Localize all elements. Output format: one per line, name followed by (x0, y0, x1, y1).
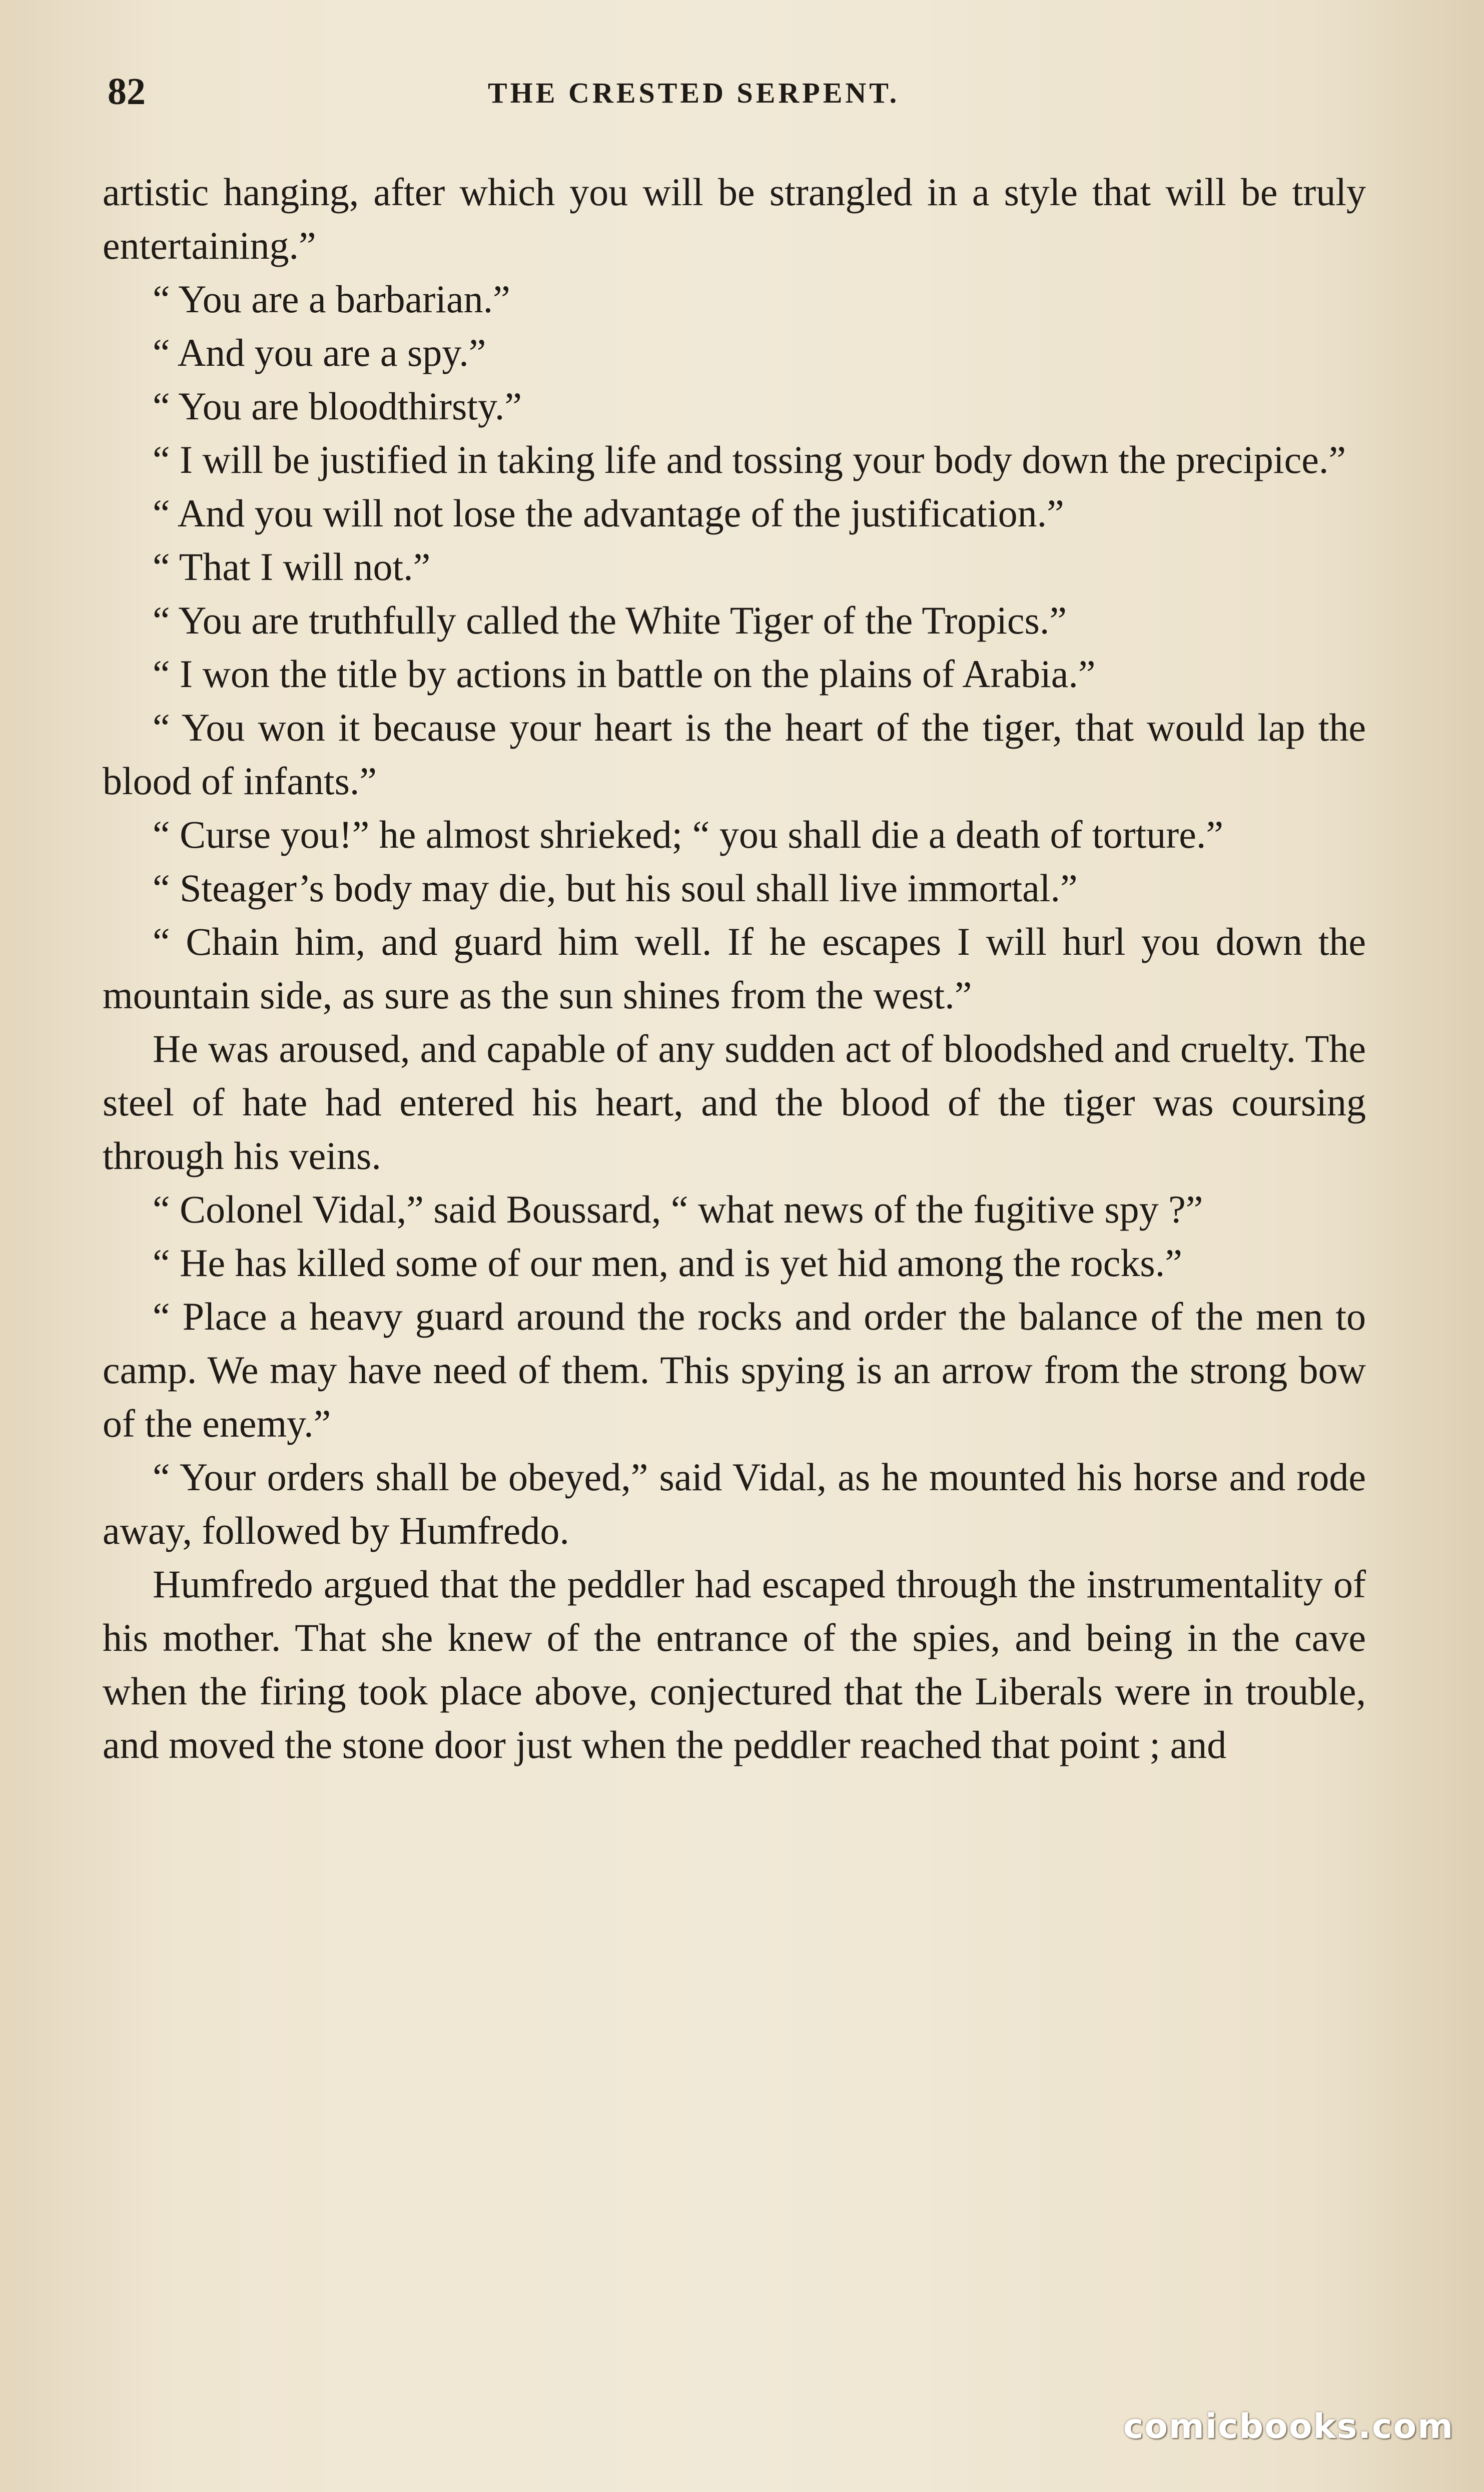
paragraph: “ I won the title by actions in battle on the plains of Arabia.” (153, 652, 1096, 696)
paragraph: “ And you are a spy.” (153, 331, 486, 374)
page-number: 82 (108, 71, 146, 113)
paragraph: “ And you will not lose the advantage of the justification.” (153, 491, 1064, 535)
running-title: THE CRESTED SERPENT. (488, 77, 900, 109)
running-head (108, 70, 1368, 120)
paragraph: “ Steager’s body may die, but his soul shall live immortal.” (153, 866, 1078, 910)
paragraph: “ Colonel Vidal,” said Boussard, “ what news of the fugitive spy ?” (153, 1187, 1203, 1231)
paragraph: “ He has killed some of our men, and is yet hid among the rocks.” (153, 1241, 1182, 1285)
paragraph: “ You won it because your heart is the heart of the tiger, that would lap the blood of infants.” (103, 706, 1366, 803)
paragraph: “ You are truthfully called the White Tiger of the Tropics.” (153, 598, 1067, 642)
site-watermark: comicbooks.com (1123, 2407, 1454, 2446)
paragraph: “ Place a heavy guard around the rocks and order the balance of the men to camp. We may have need of them. This spying is an arrow from the strong bow of the enemy.” (103, 1295, 1366, 1445)
paragraph: Humfredo argued that the peddler had escaped through the instrumentality of his mother. That she knew of the entrance of the spies, and being in the cave when the firing took place above, conjectured that the Liberals were in trouble, and moved the stone door just when the peddler reached that point ; and (103, 1562, 1366, 1766)
paragraph: “ You are a barbarian.” (153, 277, 510, 321)
paragraph: “ I will be justified in taking life and tossing your body down the precipice.” (153, 438, 1346, 481)
paragraph: “ Curse you!” he almost shrieked; “ you shall die a death of torture.” (153, 813, 1223, 856)
paragraph: “ Chain him, and guard him well. If he escapes I will hurl you down the mountain side, as sure as the sun shines from the west.” (103, 920, 1366, 1017)
paragraph: “ Your orders shall be obeyed,” said Vidal, as he mounted his horse and rode away, followed by Humfredo. (103, 1455, 1366, 1552)
paragraph: He was aroused, and capable of any sudden act of bloodshed and cruelty. The steel of hate had entered his heart, and the blood of the tiger was coursing through his veins. (103, 1027, 1366, 1177)
body-text (103, 165, 1366, 1771)
paragraph-continued: artistic hanging, after which you will be strangled in a style that will be truly entertaining.” (103, 170, 1366, 267)
paragraph: “ That I will not.” (153, 545, 431, 588)
paragraph: “ You are bloodthirsty.” (153, 384, 522, 428)
